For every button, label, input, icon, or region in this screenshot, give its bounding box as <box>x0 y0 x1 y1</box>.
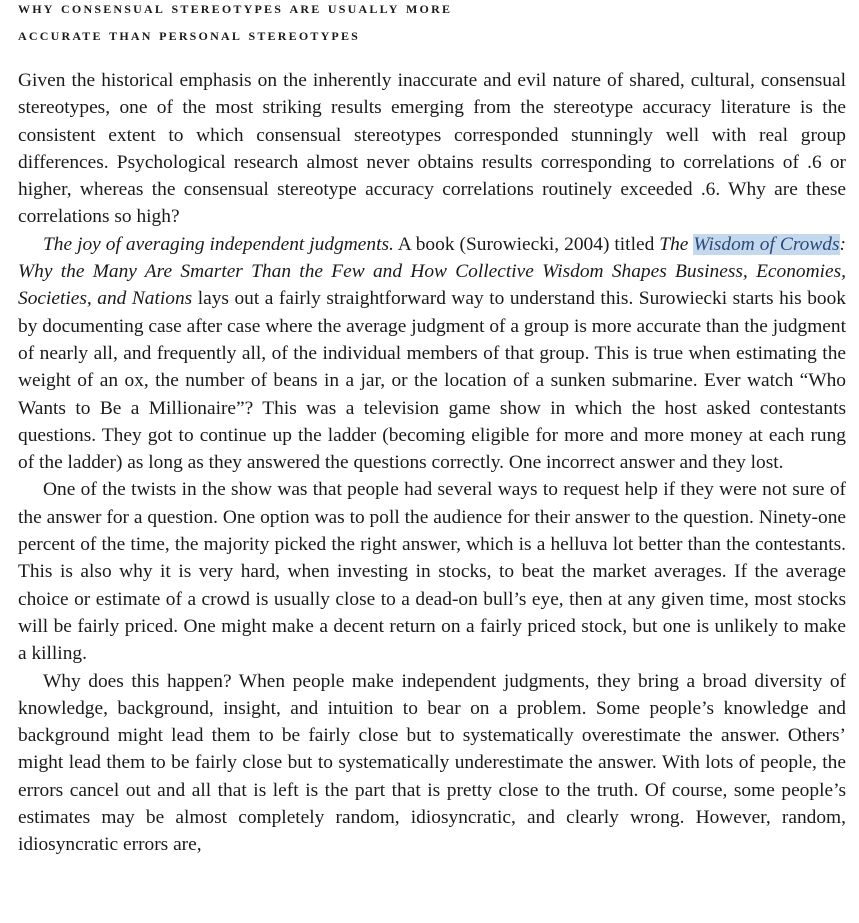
paragraph-3: One of the twists in the show was that people had several ways to request help if they were not sure of the answer for a question. One option was to poll the audience for their answer to the question. Ninety-one percent of the time, the majority picked the right answer, which is a helluva lot better than the contestants. This is also why it is very hard, when investing in stocks, to beat the market averages. If the average choice or estimate of a crowd is usually close to a dead-on bull’s eye, then at any given time, most stocks will be fairly priced. One might make a decent return on a fairly priced stock, but one is unlikely to make a killing. <box>18 479 846 665</box>
body-text <box>18 67 846 859</box>
highlighted-text-selection[interactable]: Wisdom of Crowds <box>693 233 840 255</box>
paragraph-2-text-b: lays out a fairly straightforward way to understand this. Surowiecki starts his book by documenting case after case where the average judgment of a group is more accurate than the judgment of nearly all, and frequently all, of the individual members of that group. This is true when estimating the weight of an ox, the number of beans in a jar, or the location of a sunken submarine. Ever watch “Who Wants to Be a Millionaire”? This was a television game show in which the host asked contestants questions. They got to continue up the ladder (becoming eligible for more and more money at each rung of the ladder) as long as they answered the questions correctly. One incorrect answer and they lost. <box>18 288 846 474</box>
book-title-start: The <box>659 233 694 255</box>
section-heading-line-2: accurate than personal stereotypes <box>18 25 361 44</box>
run-in-heading: The joy of averaging independent judgments. <box>43 233 394 255</box>
paragraph-2 <box>18 231 846 477</box>
paragraph-1: Given the historical emphasis on the inherently inaccurate and evil nature of shared, cultural, consensual stereotypes, one of the most striking results emerging from the stereotype accuracy literature is the consistent extent to which consensual stereotypes corresponded stunningly well with real group differences. Psychological research almost never obtains results corresponding to correlations of .6 or higher, whereas the consensual stereotype accuracy correlations routinely exceeded .6. Why are these correlations so high? <box>18 70 846 228</box>
book-title-end: : Why the Many Are Smarter Than the Few and How Collective Wisdom Shapes Business, Economies, Societies, and Nations <box>18 233 847 310</box>
section-heading-line-1: why consensual stereotypes are usually more <box>18 0 453 17</box>
document-page <box>18 0 846 859</box>
paragraph-2-text-a: A book (Surowiecki, 2004) titled <box>393 233 660 255</box>
section-heading <box>18 0 846 48</box>
paragraph-4: Why does this happen? When people make independent judgments, they bring a broad diversity of knowledge, background, insight, and intuition to bear on a problem. Some people’s knowledge and background might lead them to be fairly close but to systematically overestimate the answer. Others’ might lead them to be fairly close but to systematically underestimate the answer. With lots of people, the errors cancel out and all that is left is the part that is pretty close to the truth. Of course, some people’s estimates may be almost completely random, idiosyncratic, and clearly wrong. However, random, idiosyncratic errors are, <box>18 670 846 856</box>
